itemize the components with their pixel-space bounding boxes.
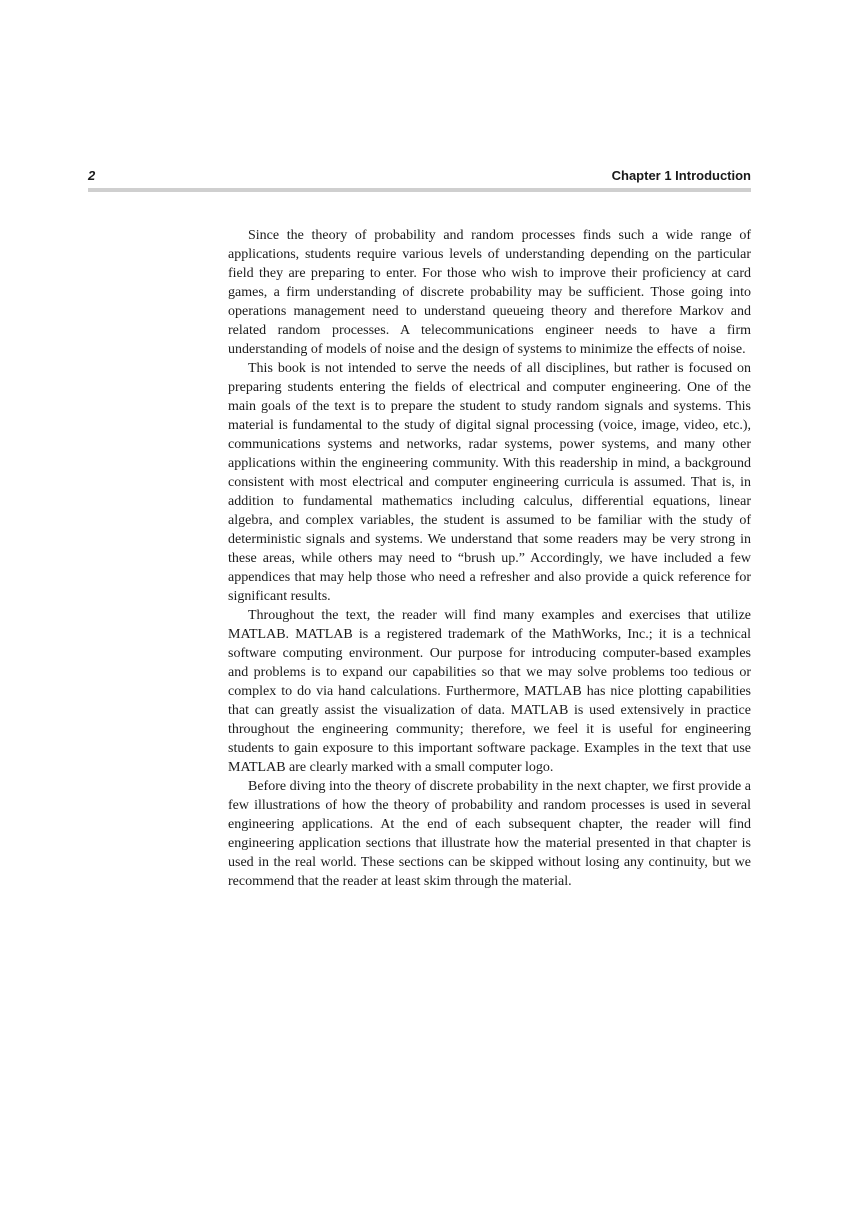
paragraph: Since the theory of probability and random processes finds such a wide range of applications, students require various levels of understanding depending on the particular field they are preparing to enter. For those who wish to improve their proficiency at card games, a firm understanding of discrete probability may be sufficient. Those going into operations management need to understand queueing theory and therefore Markov and related random processes. A telecommunications engineer needs to have a firm understanding of models of noise and the design of systems to minimize the effects of noise. [228, 228, 751, 357]
paragraph: Before diving into the theory of discrete probability in the next chapter, we first provide a few illustrations of how the theory of probability and random processes is used in several engineering applications. At the end of each subsequent chapter, the reader will find engineering application sections that illustrate how the material presented in that chapter is used in the real world. These sections can be skipped without losing any continuity, but we recommend that the reader at least skim through the material. [228, 779, 751, 889]
header-rule [88, 188, 751, 192]
body-text [228, 226, 751, 891]
paragraph: Throughout the text, the reader will find many examples and exercises that utilize MATLAB. MATLAB is a registered trademark of the MathWorks, Inc.; it is a technical software computing environment. Our purpose for introducing computer-based examples and problems is to expand our capabilities so that we may solve problems too tedious or complex to do via hand calculations. Furthermore, MATLAB has nice plotting capabilities that can greatly assist the visualization of data. MATLAB is used extensively in practice throughout the engineering community; therefore, we feel it is useful for engineering students to gain exposure to this important software package. Examples in the text that use MATLAB are clearly marked with a small computer logo. [228, 608, 751, 775]
paragraph: This book is not intended to serve the needs of all disciplines, but rather is focused on preparing students entering the fields of electrical and computer engineering. One of the main goals of the text is to prepare the student to study random signals and systems. This material is fundamental to the study of digital signal processing (voice, image, video, etc.), communications systems and networks, radar systems, power systems, and many other applications within the engineering community. With this readership in mind, a background consistent with most electrical and computer engineering curricula is assumed. That is, in addition to fundamental mathematics including calculus, differential equations, linear algebra, and complex variables, the student is assumed to be familiar with the study of deterministic signals and systems. We understand that some readers may be very strong in these areas, while others may need to “brush up.” Accordingly, we have included a few appendices that may help those who need a refresher and also provide a quick reference for significant results. [228, 361, 751, 604]
running-head [88, 168, 751, 188]
chapter-title: Chapter 1 Introduction [611, 168, 751, 183]
page-number: 2 [88, 168, 96, 183]
